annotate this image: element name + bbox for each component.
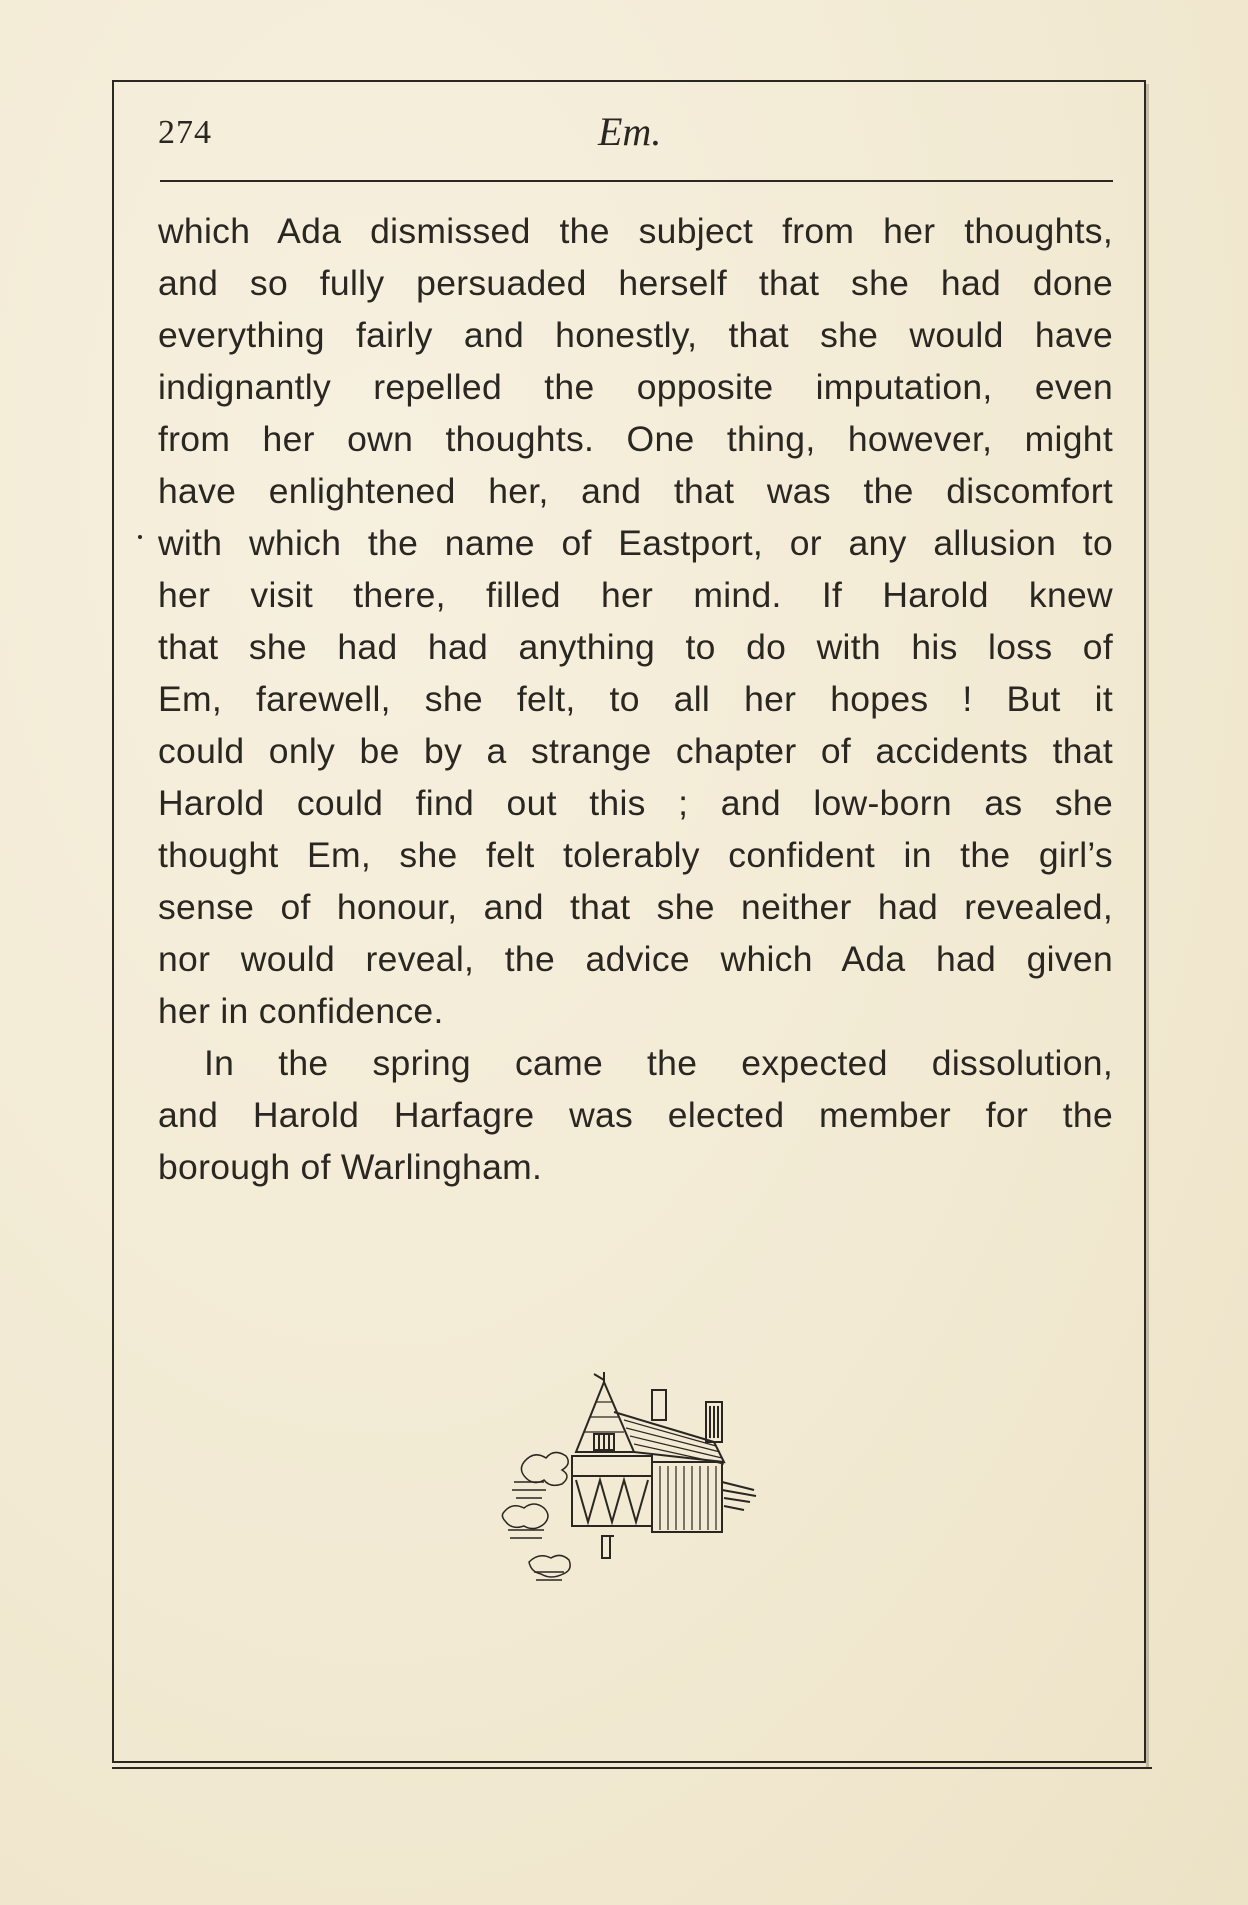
cottage-vignette-icon xyxy=(484,1372,784,1602)
text-line: Harold could find out this ; and low-born as she xyxy=(158,783,1113,823)
body-text xyxy=(158,205,1113,1193)
text-line: and Harold Harfagre was elected member for the xyxy=(158,1095,1113,1135)
text-line: In the spring came the expected dissolution, xyxy=(204,1043,1113,1083)
text-line: could only be by a strange chapter of accidents that xyxy=(158,731,1113,771)
frame-bottom-rule xyxy=(112,1767,1152,1769)
margin-mark xyxy=(138,535,142,539)
text-line: Em, farewell, she felt, to all her hopes ! But it xyxy=(158,679,1113,719)
text-line: have enlightened her, and that was the discomfort xyxy=(158,471,1113,511)
text-line: sense of honour, and that she neither had revealed, xyxy=(158,887,1113,927)
text-line: nor would reveal, the advice which Ada had given xyxy=(158,939,1113,979)
page-number: 274 xyxy=(158,114,212,151)
text-line: her in confidence. xyxy=(158,991,444,1031)
text-line: and so fully persuaded herself that she had done xyxy=(158,263,1113,303)
text-line: thought Em, she felt tolerably confident in the girl’s xyxy=(158,835,1113,875)
text-line: indignantly repelled the opposite imputation, even xyxy=(158,367,1113,407)
text-line: that she had had anything to do with his loss of xyxy=(158,627,1113,667)
running-title: Em. xyxy=(598,109,662,154)
text-line: from her own thoughts. One thing, however, might xyxy=(158,419,1113,459)
running-header xyxy=(158,108,1113,160)
text-line: with which the name of Eastport, or any allusion to xyxy=(158,523,1113,563)
paragraph xyxy=(158,1037,1113,1193)
text-line: borough of Warlingham. xyxy=(158,1147,543,1187)
text-line: her visit there, filled her mind. If Harold knew xyxy=(158,575,1113,615)
paragraph xyxy=(158,205,1113,1037)
text-line: everything fairly and honestly, that she would have xyxy=(158,315,1113,355)
header-rule xyxy=(160,180,1113,182)
frame-shadow xyxy=(1146,84,1149,1768)
text-line: which Ada dismissed the subject from her thoughts, xyxy=(158,211,1113,251)
